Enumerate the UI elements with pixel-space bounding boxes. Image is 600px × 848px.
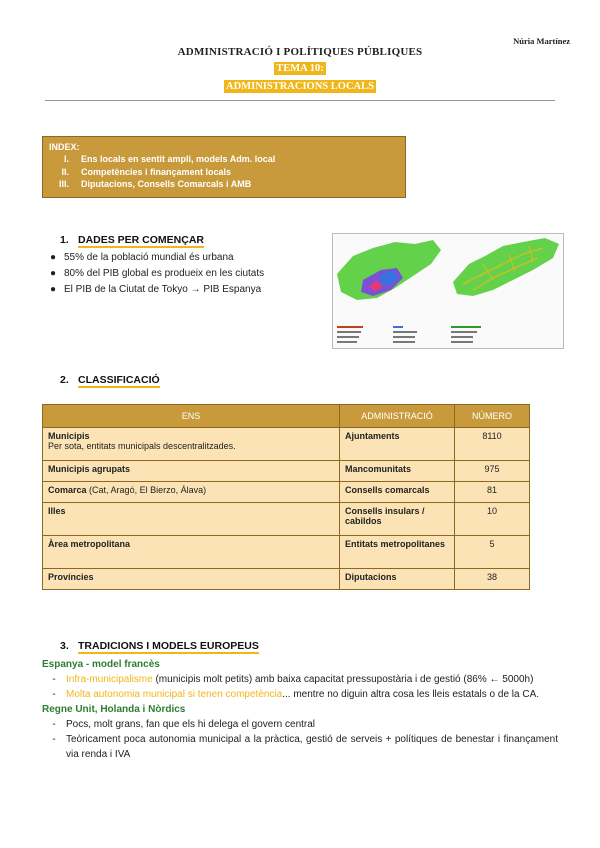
table-header-row: [43, 405, 530, 428]
section3-heading: 3. TRADICIONS I MODELS EUROPEUS: [60, 640, 259, 652]
ens-cell: Municipis agrupats: [43, 461, 340, 482]
section3-body: [42, 657, 558, 762]
index-heading: INDEX:: [49, 142, 80, 152]
topic-label: TEMA 10:: [276, 63, 324, 74]
classification-table: [42, 404, 530, 590]
admin-cell: Consells insulars / cabildos: [340, 503, 455, 536]
index-item: I. Ens locals en sentit ampli, models Adm. local: [63, 154, 276, 164]
uk-heading: Regne Unit, Holanda i Nòrdics: [42, 704, 186, 715]
bullet-item: ● El PIB de la Ciutat de Tokyo → PIB Espanya: [50, 284, 262, 295]
number-cell: 8110: [455, 428, 530, 461]
metro-maps-image: [333, 234, 563, 348]
admin-cell: Mancomunitats: [340, 461, 455, 482]
table-row: [43, 536, 530, 569]
number-cell: 10: [455, 503, 530, 536]
list-item: - Infra-municipalisme (municipis molt petits) amb baixa capacitat pressupostària i de gestió (86% ← 5000h): [52, 674, 534, 685]
author-name: Núria Martínez: [513, 36, 570, 46]
metro-maps-figure: [332, 233, 564, 349]
doc-title: ADMINISTRACIÓ I POLÍTIQUES PÚBLIQUES: [177, 46, 423, 58]
section2-heading: 2. CLASSIFICACIÓ: [60, 374, 160, 386]
bullet-item: ● 80% del PIB global es produeix en les ciutats: [50, 268, 265, 279]
table-row: [43, 428, 530, 461]
column-header: NÚMERO: [455, 405, 530, 428]
table-row: [43, 461, 530, 482]
admin-cell: Ajuntaments: [340, 428, 455, 461]
number-cell: 81: [455, 482, 530, 503]
admin-cell: Diputacions: [340, 569, 455, 590]
index-item: II. Competències i finançament locals: [61, 166, 232, 177]
number-cell: 38: [455, 569, 530, 590]
ens-cell: Illes: [43, 503, 340, 536]
ens-cell: Àrea metropolitana: [43, 536, 340, 569]
column-header: ENS: [43, 405, 340, 428]
list-item: - Teòricament poca autonomia municipal a la pràctica, gestió de serveis + polítiques de benestar i finançament via renda i IVA: [52, 734, 558, 760]
title-block: [0, 46, 600, 94]
number-cell: 5: [455, 536, 530, 569]
bullet-item: ● 55% de la població mundial és urbana: [50, 252, 234, 263]
ens-cell: Províncies: [43, 569, 340, 590]
index-item: III. Diputacions, Consells Comarcals i AMB: [58, 179, 252, 189]
section1-bullets: [50, 250, 264, 298]
table-row: [43, 503, 530, 536]
title-divider: [45, 100, 555, 101]
list-item: - Molta autonomia municipal si tenen competència... mentre no diguin altra cosa les lleis estatals o de la CA.: [52, 689, 540, 700]
table-row: [43, 482, 530, 503]
number-cell: 975: [455, 461, 530, 482]
doc-subtitle: ADMINISTRACIONS LOCALS: [226, 81, 374, 92]
ens-cell: Comarca (Cat, Aragó, El Bierzo, Álava): [43, 482, 340, 503]
list-item: - Pocs, molt grans, fan que els hi delega el govern central: [52, 719, 316, 730]
section1-heading: 1. DADES PER COMENÇAR: [60, 234, 205, 246]
spain-heading: Espanya - model francès: [42, 659, 160, 670]
table-row: [43, 569, 530, 590]
ens-cell: Municipis Per sota, entitats municipals descentralitzades.: [43, 428, 340, 461]
column-header: ADMINISTRACIÓ: [340, 405, 455, 428]
admin-cell: Consells comarcals: [340, 482, 455, 503]
admin-cell: Entitats metropolitanes: [340, 536, 455, 569]
index-box: [42, 136, 406, 198]
